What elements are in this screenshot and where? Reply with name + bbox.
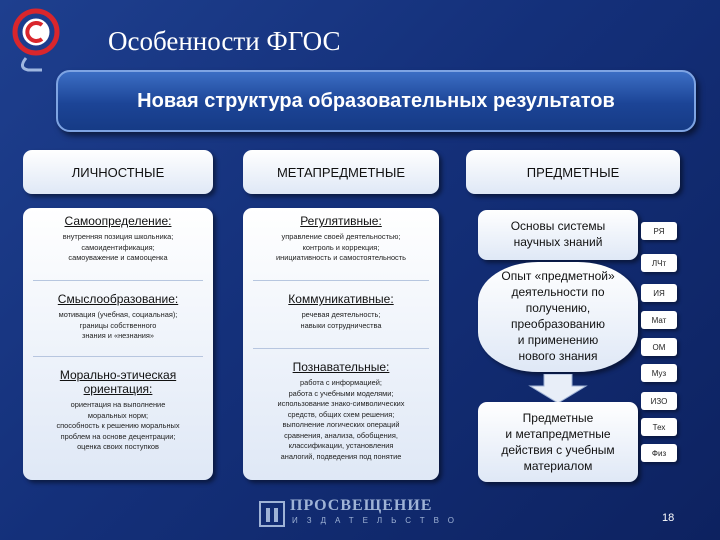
header-meta-label: МЕТАПРЕДМЕТНЫЕ [276,164,406,180]
personal-block-moral [27,368,209,453]
publisher-name: ПРОСВЕЩЕНИЕ [290,497,433,514]
block-title: Коммуникативные: [288,292,394,306]
personal-block-self-determination [27,214,209,264]
subject-tag: ИЯ [641,284,677,302]
block-body: речевая деятельность; навыки сотрудничества [300,310,382,330]
subject-tag: ЛЧт [641,254,677,272]
block-title: Смыслообразование: [57,292,179,306]
header-subject-label: ПРЕДМЕТНЫЕ [526,164,620,180]
block-title: Познавательные: [292,360,390,374]
meta-block-regulatory [247,214,435,264]
subject-tag: ИЗО [641,392,677,410]
divider [253,348,429,349]
subject-tag: ОМ [641,338,677,356]
subject-tag: Тех [641,418,677,436]
block-title: Самоопределение: [64,214,172,228]
meta-block-communicative [247,292,435,331]
divider [33,280,203,281]
header-personal-label: ЛИЧНОСТНЫЕ [71,164,165,180]
divider [33,356,203,357]
subject-tag: Мат [641,311,677,329]
banner-title: Новая структура образовательных результатов [137,89,615,112]
header-personal [23,150,213,194]
organization-logo [12,8,60,74]
meta-block-cognitive [247,360,435,462]
header-meta [243,150,439,194]
block-body: внутренняя позиция школьника; самоидентификация; самоуважение и самооценка [62,232,174,262]
divider [253,280,429,281]
subject-tag: Физ [641,444,677,462]
subject-tag: Муз [641,364,677,382]
personal-block-meaning [27,292,209,342]
block-body: мотивация (учебная, социальная); границы собственного знания и «незнания» [58,310,178,340]
subject-actions-box: Предметные и метапредметные действия с учебным материалом [478,402,638,482]
subject-tag: РЯ [641,222,677,240]
header-subject [466,150,680,194]
slide-title: Особенности ФГОС [108,26,341,56]
block-body: ориентация на выполнение моральных норм; способность к решению моральных проблем на основе децентрации; оценка своих поступков [56,400,180,451]
subject-knowledge-box: Основы системы научных знаний [478,210,638,260]
title-banner [56,70,696,132]
publisher-subtitle: ИЗДАТЕЛЬСТВО [292,516,463,525]
page-number: 18 [662,512,675,524]
block-body: работа с информацией; работа с учебными моделями; использование знако-символических средств, общих схем решения; выполнение логических операций сравнения, анализа, обобщения, классификации, установления аналогий, подведения под понятие [277,378,405,461]
subject-experience-box: Опыт «предметной» деятельности по получению, преобразованию и применению нового знания [478,262,638,372]
block-body: управление своей деятельностью; контроль и коррекция; инициативность и самостоятельность [275,232,406,262]
publisher-logo-icon [258,498,286,528]
block-title: Морально-этическая ориентация: [59,368,177,396]
personal-panel [23,208,213,480]
meta-panel [243,208,439,480]
block-title: Регулятивные: [300,214,382,228]
down-arrow-icon [526,374,590,404]
